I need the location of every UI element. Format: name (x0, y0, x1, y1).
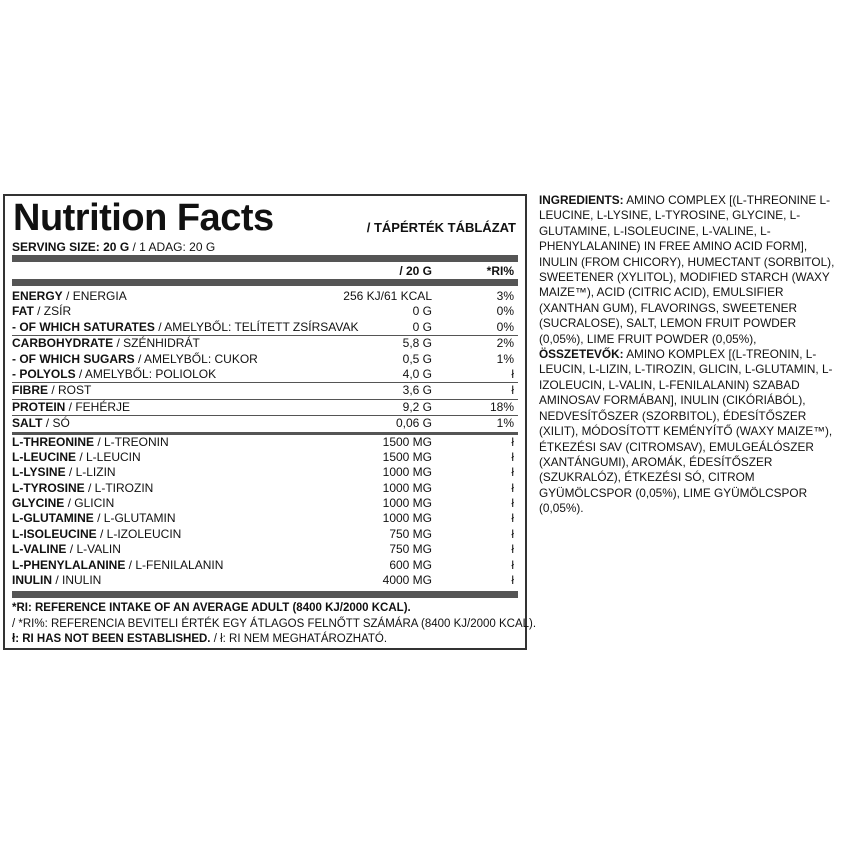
row-name: L-ISOLEUCINE (12, 526, 97, 541)
row-label (12, 450, 141, 465)
row-name: L-VALINE (12, 542, 67, 557)
row-local-name: / SZÉNHIDRÁT (113, 336, 200, 351)
row-value: 0 G (412, 304, 432, 319)
divider-thick (12, 591, 518, 598)
amino-rows (12, 435, 518, 589)
row-ri: 18% (489, 399, 514, 414)
row-local-name: / AMELYBŐL: CUKOR (134, 351, 258, 366)
row-label (12, 435, 169, 450)
row-local-name: / L-LIZIN (65, 465, 116, 480)
panel-title: Nutrition Facts (13, 197, 274, 239)
amino-row (12, 450, 518, 465)
ingredients-hu-label: ÖSSZETEVŐK: (539, 347, 624, 362)
row-label (12, 542, 121, 557)
nutrient-row (12, 320, 518, 336)
row-ri: ł (511, 383, 514, 398)
row-label (12, 465, 116, 480)
row-name: L-LEUCINE (12, 449, 76, 464)
amino-row (12, 542, 518, 557)
row-ri: ł (511, 434, 514, 449)
row-name: L-LYSINE (12, 465, 66, 480)
ingredients-hu (539, 347, 844, 516)
row-local-name: / ENERGIA (62, 289, 127, 303)
footnote-na (12, 632, 518, 648)
row-label (12, 481, 153, 496)
row-name: L-GLUTAMINE (12, 511, 94, 526)
row-ri: ł (511, 366, 514, 381)
serving-size (12, 240, 518, 254)
row-value: 4,0 G (402, 366, 432, 381)
row-local-name: / GLICIN (64, 496, 115, 511)
amino-row (12, 558, 518, 573)
row-local-name: / INULIN (52, 573, 102, 588)
row-value: 750 MG (389, 542, 432, 557)
row-name: FIBRE (12, 383, 48, 398)
row-name: - POLYOLS (12, 366, 76, 381)
row-name: - OF WHICH SUGARS (12, 351, 135, 366)
row-value: 1000 MG (382, 511, 432, 526)
row-local-name: / AMELYBŐL: POLIOLOK (75, 366, 217, 381)
row-label (12, 416, 70, 431)
serving-size-translation: / 1 ADAG: 20 G (129, 240, 216, 254)
row-local-name: / ROST (48, 383, 92, 398)
row-value: 750 MG (389, 526, 432, 541)
amino-row (12, 573, 518, 588)
row-name: L-THREONINE (12, 434, 94, 449)
amino-row (12, 465, 518, 480)
row-name: L-TYROSINE (12, 480, 85, 495)
row-ri: 3% (496, 289, 514, 303)
row-value: 3,6 G (402, 383, 432, 398)
row-value: 1500 MG (382, 449, 432, 464)
footnote-ri-en: *RI: REFERENCE INTAKE OF AN AVERAGE ADULT (8400 KJ/2000 KCAL). (12, 602, 411, 615)
column-header (12, 262, 518, 279)
row-name: INULIN (12, 573, 52, 588)
row-value: 1000 MG (382, 465, 432, 480)
row-value: 5,8 G (402, 336, 432, 351)
row-ri: 1% (496, 416, 514, 431)
footnote-na-en: ł: RI HAS NOT BEEN ESTABLISHED. (12, 633, 211, 646)
row-label (12, 289, 127, 304)
row-local-name: / L-TREONIN (94, 434, 169, 449)
nutrient-row (12, 400, 518, 416)
row-label (12, 558, 223, 573)
row-ri: ł (511, 496, 514, 511)
row-value: 1000 MG (382, 496, 432, 511)
row-value: 256 KJ/61 KCAL (343, 289, 432, 303)
row-label (12, 511, 176, 526)
row-local-name: / SÓ (42, 416, 70, 431)
row-name: L-PHENYLALANINE (12, 557, 126, 572)
nutrient-row (12, 367, 518, 383)
panel-header (12, 196, 518, 240)
row-value: 9,2 G (402, 399, 432, 414)
row-value: 1000 MG (382, 480, 432, 495)
nutrition-facts-panel (3, 194, 537, 650)
row-label (12, 304, 71, 319)
row-value: 1500 MG (382, 434, 432, 449)
row-local-name: / L-IZOLEUCIN (96, 526, 182, 541)
row-ri: 0% (496, 319, 514, 334)
row-value: 0,06 G (395, 416, 432, 431)
nutrient-rows (12, 289, 518, 435)
amino-row (12, 435, 518, 450)
row-ri: 1% (496, 351, 514, 366)
row-name: PROTEIN (12, 399, 66, 414)
row-name: ENERGY (12, 289, 63, 303)
row-ri: 2% (496, 336, 514, 351)
amino-row (12, 511, 518, 526)
row-name: SALT (12, 416, 43, 431)
footnote-ri (12, 601, 518, 617)
row-label (12, 400, 130, 415)
row-name: GLYCINE (12, 496, 65, 511)
row-local-name: / L-FENILALANIN (125, 557, 224, 572)
row-ri: ł (511, 511, 514, 526)
row-name: CARBOHYDRATE (12, 336, 114, 351)
nutrient-row (12, 289, 518, 304)
amino-row (12, 527, 518, 542)
nutrient-row (12, 336, 518, 351)
row-label (12, 352, 258, 367)
ingredients-en (539, 193, 844, 347)
ingredients-block (539, 193, 844, 517)
row-local-name: / FEHÉRJE (65, 399, 131, 414)
serving-size-label: SERVING SIZE: 20 G (12, 240, 130, 254)
row-value: 0,5 G (402, 351, 432, 366)
row-local-name: / AMELYBŐL: TELÍTETT ZSÍRSAVAK (154, 319, 359, 334)
ingredients-hu-text: AMINO KOMPLEX [(L-TREONIN, L-LEUCIN, L-LIZIN, L-TIROZIN, GLICIN, L-GLUTAMIN, L-IZOLEUCIN, L-VALIN, L-FENILALANIN) SZABAD AMINOSAV FORMÁBAN], INULIN (CIKÓRIÁBÓL), NEDVESÍTŐSZER (SZORBITOL), ÉDESÍTŐSZER (XILIT), MÓDOSÍTOTT KEMÉNYÍTŐ (WAXY MAIZE™), ÉTKEZÉSI SAV (CITROMSAV), EMULGEÁLÓSZER (XANTÁNGUMI), AROMÁK, ÉDESÍTŐSZER (SZUKRALÓZ), ÉTKEZÉSI SÓ, CITROM GYÜMÖLCSPOR (0,05%), LIME GYÜMÖLCSPOR (0,05%). (539, 347, 833, 516)
nutrient-row (12, 352, 518, 367)
footnote-ri-hu-line (12, 617, 537, 633)
row-ri: ł (511, 465, 514, 480)
column-ri: *RI% (486, 264, 514, 278)
row-ri: ł (511, 526, 514, 541)
column-amount: / 20 G (399, 264, 432, 278)
panel-subtitle: / TÁPÉRTÉK TÁBLÁZAT (366, 220, 516, 235)
row-value: 4000 MG (382, 573, 432, 588)
row-local-name: / ZSÍR (33, 304, 72, 319)
nutrient-row (12, 416, 518, 434)
row-ri: ł (511, 542, 514, 557)
row-ri: ł (511, 557, 514, 572)
row-name: FAT (12, 304, 34, 319)
row-label (12, 496, 114, 511)
ingredients-en-label: INGREDIENTS: (539, 193, 624, 207)
row-name: - OF WHICH SATURATES (12, 319, 155, 334)
row-local-name: / L-LEUCIN (76, 449, 141, 464)
row-label (12, 383, 91, 398)
footnote-na-hu: / ł: RI NEM MEGHATÁROZHATÓ. (210, 633, 388, 646)
row-ri: ł (511, 573, 514, 588)
row-ri: ł (511, 480, 514, 495)
amino-row (12, 496, 518, 511)
row-label (12, 367, 216, 382)
row-local-name: / L-TIROZIN (84, 480, 154, 495)
row-local-name: / L-GLUTAMIN (93, 511, 176, 526)
amino-row (12, 481, 518, 496)
nutrient-row (12, 304, 518, 319)
row-ri: ł (511, 449, 514, 464)
divider-thick (12, 279, 518, 286)
row-label (12, 320, 359, 335)
row-ri: 0% (496, 304, 514, 319)
row-label (12, 336, 200, 351)
row-label (12, 573, 101, 588)
row-local-name: / L-VALIN (66, 542, 121, 557)
row-label (12, 527, 181, 542)
ingredients-en-text: AMINO COMPLEX [(L-THREONINE L-LEUCINE, L-LYSINE, L-TYROSINE, GLYCINE, L-GLUTAMINE, L-ISOLEUCINE, L-VALINE, L-PHENYLALANINE) IN FREE AMINO ACID FORM], INULIN (FROM CHICORY), HUMECTANT (SORBITOL), SWEETENER (XYLITOL), MODIFIED STARCH (WAXY MAIZE™), ACID (CITRIC ACID), EMULSIFIER (XANTHAN GUM), FLAVORINGS, SWEETENER (SUCRALOSE), SALT, LEMON FRUIT POWDER (0,05%), LIME FRUIT POWDER (0,05%), (539, 193, 835, 346)
divider-thick (12, 255, 518, 262)
footnote-ri-hu: / *RI%: REFERENCIA BEVITELI ÉRTÉK EGY ÁTLAGOS FELNŐTT SZÁMÁRA (8400 KJ/2000 KCAL). (12, 617, 537, 630)
row-value: 600 MG (389, 557, 432, 572)
nutrient-row (12, 383, 518, 399)
row-value: 0 G (412, 319, 432, 334)
